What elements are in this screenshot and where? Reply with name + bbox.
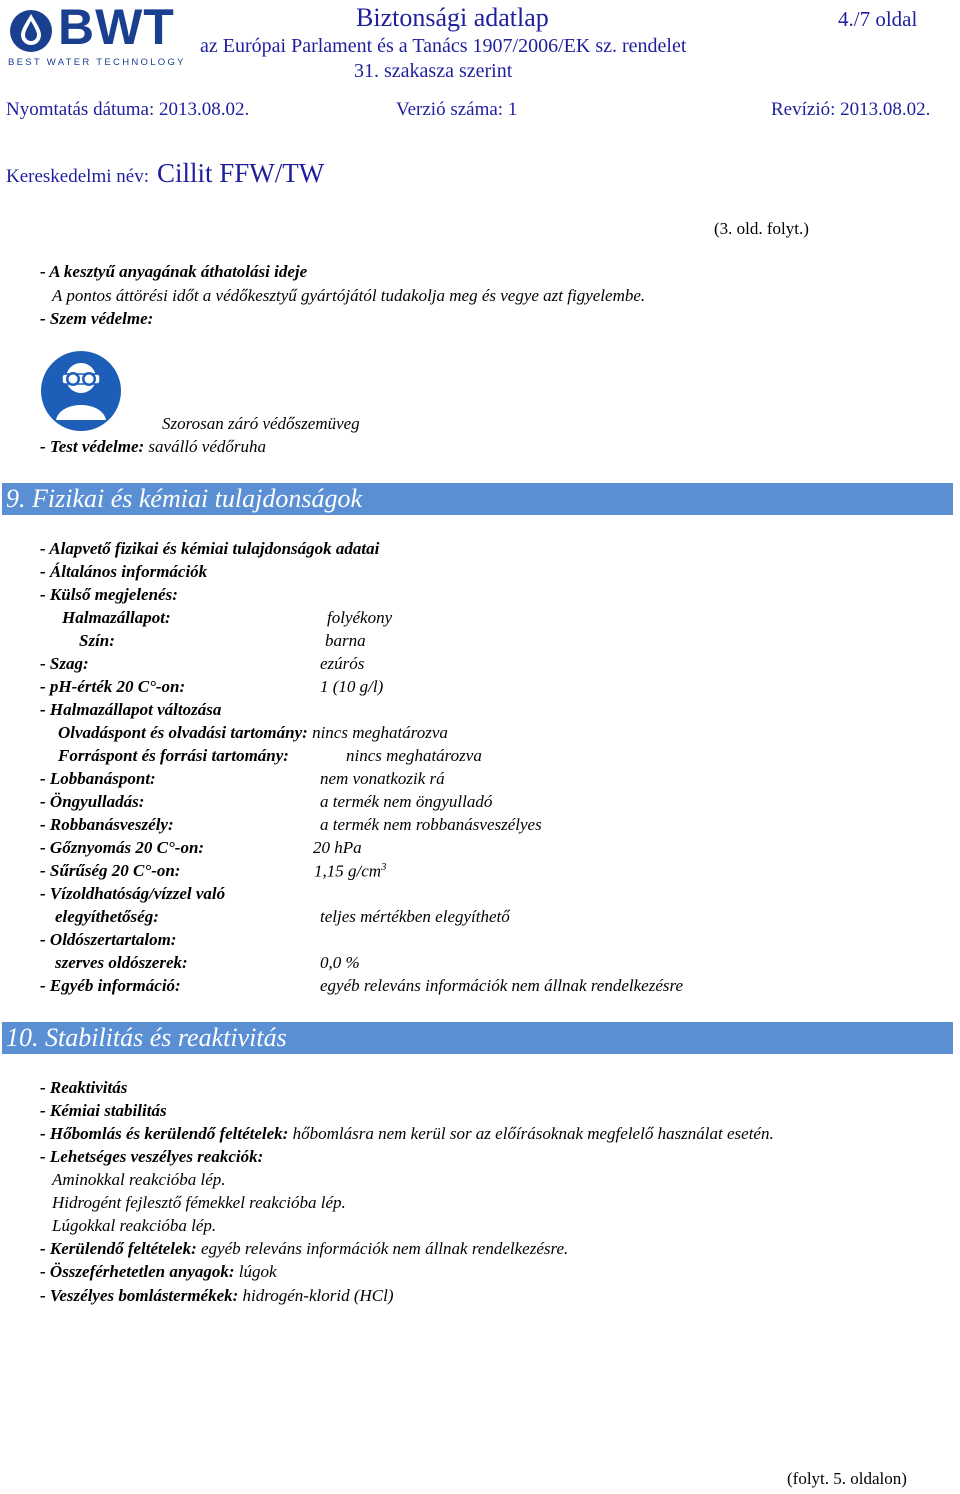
continued-to: (folyt. 5. oldalon) (787, 1469, 907, 1488)
document-title: Biztonsági adatlap (356, 3, 549, 32)
melting-point (58, 723, 448, 743)
vapour-label: - Gőznyomás 20 C°-on: (40, 838, 205, 857)
odor-value: ezúrós (320, 654, 365, 673)
flash-label: - Lobbanáspont: (40, 769, 156, 788)
solubility-value: teljes mértékben elegyíthető (320, 907, 510, 926)
regulation-line-1: az Európai Parlament és a Tanács 1907/2006/EK sz. rendelet (200, 35, 687, 57)
density-number: 1,15 g/cm (314, 861, 382, 881)
goggles-pictogram (40, 350, 122, 432)
decomposition-value: hőbomlásra nem kerül sor az előírásoknak megfelelő használat esetén. (292, 1124, 774, 1143)
print-date: Nyomtatás dátuma: 2013.08.02. (6, 99, 250, 120)
section-10-header: 10. Stabilitás és reaktivitás (2, 1022, 953, 1054)
density-value (314, 861, 387, 882)
state-label: Halmazállapot: (62, 608, 171, 627)
reaction-2: Hidrogént fejlesztő fémekkel reakcióba lép. (52, 1193, 346, 1212)
solubility-label-1: - Vízoldhatóság/vízzel való (40, 884, 226, 903)
state-value: folyékony (327, 608, 393, 627)
density-exponent: 3 (381, 861, 387, 873)
decomposition-products-label: - Veszélyes bomlástermékek: (40, 1286, 239, 1305)
reactivity-label: - Reaktivitás (40, 1078, 128, 1097)
flash-value: nem vonatkozik rá (320, 769, 445, 788)
body-protection-label: - Test védelme: (40, 437, 145, 456)
trade-name-label: Kereskedelmi név: (6, 166, 149, 187)
glove-title: - A kesztyű anyagának áthatolási ideje (40, 262, 308, 281)
incompatible-label: - Összeférhetetlen anyagok: (40, 1262, 235, 1281)
vapour-value: 20 hPa (313, 838, 362, 857)
autoignition-label: - Öngyulladás: (40, 792, 145, 811)
other-info-value: egyéb releváns információk nem állnak rendelkezésre (320, 976, 684, 995)
trade-name-value: Cillit FFW/TW (156, 158, 325, 188)
body-protection-value: saválló védőruha (148, 437, 266, 456)
body-protection (40, 437, 266, 457)
explosion-value: a termék nem robbanásveszélyes (320, 815, 542, 834)
goggles-text: Szorosan záró védőszemüveg (162, 414, 360, 433)
ph-value: 1 (10 g/l) (320, 677, 384, 696)
decomposition (40, 1124, 774, 1144)
autoignition-value: a termék nem öngyulladó (320, 792, 493, 811)
odor-label: - Szag: (40, 654, 89, 673)
solubility-label-2: elegyíthetőség: (55, 907, 159, 926)
ph-label (40, 677, 185, 697)
ph-label-text: pH-érték 20 C°-on: (49, 677, 186, 696)
stability-label: - Kémiai stabilitás (40, 1101, 167, 1120)
safety-goggles-icon (40, 350, 122, 432)
incompatible-value: lúgok (238, 1262, 277, 1281)
boiling-label: Forráspont és forrási tartomány: (58, 746, 289, 765)
color-label: Szín: (79, 631, 115, 650)
incompatible-materials (40, 1262, 277, 1282)
solvent-label: - Oldószertartalom: (40, 930, 177, 949)
glove-text: A pontos áttörési időt a védőkesztyű gyártójától tudakolja meg és vegye azt figyelembe. (52, 286, 646, 305)
organic-value: 0,0 % (320, 953, 360, 972)
explosion-label: - Robbanásveszély: (40, 815, 174, 834)
hazardous-reactions-label: - Lehetséges veszélyes reakciók: (40, 1147, 264, 1166)
conditions-to-avoid (40, 1239, 568, 1259)
section-9-header: 9. Fizikai és kémiai tulajdonságok (2, 483, 953, 515)
reaction-1: Aminokkal reakcióba lép. (52, 1170, 226, 1189)
logo-text: BWT (58, 0, 175, 55)
eye-protection-label: - Szem védelme: (40, 309, 154, 328)
version-number: Verzió száma: 1 (396, 99, 518, 120)
revision-date: Revízió: 2013.08.02. (771, 99, 931, 120)
organic-label: szerves oldószerek: (55, 953, 188, 972)
general-info: - Általános információk (40, 562, 208, 581)
melting-label: Olvadáspont és olvadási tartomány: (58, 723, 308, 742)
basic-properties: - Alapvető fizikai és kémiai tulajdonságok adatai (40, 539, 380, 558)
density-label: - Sűrűség 20 C°-on: (40, 861, 181, 880)
appearance-label: - Külső megjelenés: (40, 585, 178, 604)
page-number: 4./7 oldal (838, 7, 918, 31)
avoid-label: - Kerülendő feltételek: (40, 1239, 197, 1258)
reaction-3: Lúgokkal reakcióba lép. (52, 1216, 217, 1235)
regulation-line-2: 31. szakasza szerint (354, 60, 513, 82)
decomposition-label: - Hőbomlás és kerülendő feltételek: (40, 1124, 289, 1143)
continued-from: (3. old. folyt.) (714, 219, 809, 238)
ph-prefix: - (40, 677, 50, 696)
other-info-label: - Egyéb információ: (40, 976, 181, 995)
color-value: barna (325, 631, 366, 650)
melting-value: nincs meghatározva (312, 723, 448, 742)
trade-name (6, 158, 324, 189)
bwt-logo (6, 0, 186, 70)
state-change: - Halmazállapot változása (40, 700, 222, 719)
decomposition-products-value: hidrogén-klorid (HCl) (242, 1286, 394, 1305)
avoid-value: egyéb releváns információk nem állnak rendelkezésre. (201, 1239, 569, 1258)
boiling-value: nincs meghatározva (346, 746, 482, 765)
decomposition-products (40, 1286, 393, 1306)
logo-tagline: BEST WATER TECHNOLOGY (8, 57, 186, 68)
